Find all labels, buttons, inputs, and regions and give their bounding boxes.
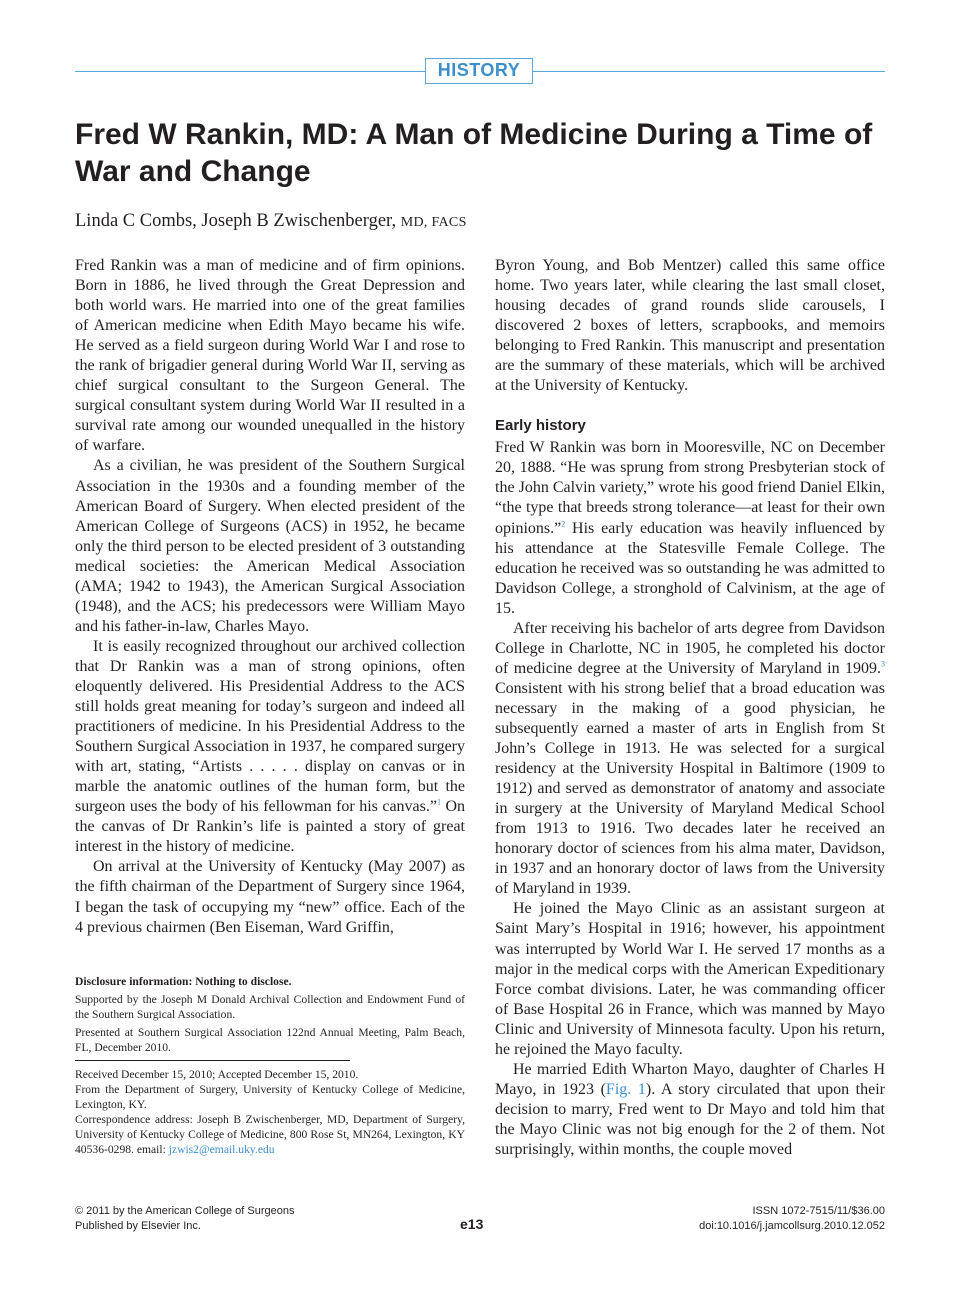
issn-text: ISSN 1072-7515/11/$36.00 [752,1205,885,1217]
article-title: Fred W Rankin, MD: A Man of Medicine During a Time of War and Change [75,118,873,188]
paragraph-text: On the canvas of Dr Rankin’s life is painted a story of great interest in the history of medicine. [75,798,465,856]
paragraph: He joined the Mayo Clinic as an assistant surgeon at Saint Mary’s Hospital in 1916; however, his appointment was interrupted by World War I. He served 17 months as a major in the medical corps with the American Expeditionary Force combat divisions. Later, he was commanding officer of Base Hospital 26 in France, which was manned by Mayo Clinic and University of Minnesota faculty. Upon his return, he rejoined the Mayo faculty. [495,900,885,1058]
paragraph-text: Fred W Rankin was born in Mooresville, NC on December 20, 1888. “He was sprung from strong Presbyterian stock of the John Calvin variety,” wrote his good friend Daniel Elkin, “the type that breeds strong tolerance—at least for their own opinions.” [495,439,885,537]
author-credentials: MD, FACS [400,215,467,230]
paragraph: Byron Young, and Bob Mentzer) called this same office home. Two years later, while clearing the last small closet, housing decades of grand rounds slide carousels, I discovered 2 boxes of letters, scrapbooks, and memoirs belonging to Fred Rankin. This manuscript and presentation are the summary of these materials, which will be archived at the University of Kentucky. [495,257,885,395]
footer-left [75,1204,294,1234]
footnotes [75,974,465,1157]
email-link[interactable]: jzwis2@email.uky.edu [168,1143,275,1156]
paragraph: Fred Rankin was a man of medicine and of firm opinions. Born in 1886, he lived through the Great Depression and both world wars. He married into one of the great families of American medicine when Edith Mayo became his wife. He served as a field surgeon during World War I and rose to the rank of brigadier general during World War II, serving as chief surgical consultant to the Surgeon General. The surgical consultant system during World War II resulted in a survival rate among our wounded unequalled in the history of warfare. [75,257,465,455]
correspondence-text: Correspondence address: Joseph B Zwischenberger, MD, Department of Surgery, University of Kentucky College of Medicine, 800 Rose St, MN264, Lexington, KY 40536-0298. email: [75,1113,465,1156]
paragraph [495,619,885,900]
author-names: Linda C Combs, Joseph B Zwischenberger, [75,211,401,231]
paragraph: As a civilian, he was president of the Southern Surgical Association in the 1930s and a founding member of the American Board of Surgery. When elected president of the American College of Surgeons (ACS) in 1952, he became only the third person to be elected president of 3 outstanding medical societies: the American Medical Association (AMA; 1942 to 1943), the American Surgical Association (1948), and the ACS; his predecessors were William Mayo and his father-in-law, Charles Mayo. [75,457,465,635]
correspondence-note [75,1112,465,1157]
left-column [75,256,465,938]
support-note: Supported by the Joseph M Donald Archival Collection and Endowment Fund of the Southern Surgical Association. [75,993,465,1021]
received-note: Received December 15, 2010; Accepted December 15, 2010. [75,1068,359,1081]
page-number: e13 [460,1216,484,1232]
paragraph [75,637,465,858]
paragraph-text: After receiving his bachelor of arts degree from Davidson College in Charlotte, NC in 1905, he completed his doctor of medicine degree at the University of Maryland in 1909. [495,619,885,677]
reference-link[interactable]: 2 [561,519,566,529]
footnote-divider [75,1060,350,1061]
right-column [495,256,885,1160]
footer-right [699,1204,885,1234]
paragraph-text: His early education was heavily influenced by his attendance at the Statesville Female College. The education he received was so outstanding he was admitted to Davidson College, a stronghold of Calvinism, at the age of 15. [495,519,885,617]
paragraph [495,438,885,618]
reference-link[interactable]: 1 [436,797,441,807]
reference-link[interactable]: 3 [881,659,885,669]
section-heading: Early history [495,417,586,435]
publisher-text: Published by Elsevier Inc. [75,1220,201,1232]
paragraph-text: It is easily recognized throughout our archived collection that Dr Rankin was a man of strong opinions, often eloquently delivered. His Presidential Address to the ACS still holds great meaning for today’s surgeon and indeed all practitioners of medicine. In his Presidential Address to the Southern Surgical Association in 1937, he compared surgery with art, stating, “Artists . . . . . display on canvas or in marble the anatomic outlines of the human form, but the surgeon uses the body of his fellowman for his canvas.” [75,637,465,816]
paragraph: On arrival at the University of Kentucky (May 2007) as the fifth chairman of the Department of Surgery since 1964, I began the task of occupying my “new” office. Each of the 4 previous chairmen (Ben Eiseman, Ward Griffin, [75,858,465,936]
paragraph-text: He married Edith Wharton Mayo, daughter of Charles H Mayo, in 1923 ( [495,1060,885,1098]
author-line [75,211,467,232]
copyright-text: © 2011 by the American College of Surgeons [75,1205,295,1217]
affiliation-note: From the Department of Surgery, University of Kentucky College of Medicine, Lexington, KY. [75,1083,465,1111]
paragraph [495,1060,885,1160]
paragraph-text: ). A story circulated that upon their decision to marry, Fred went to Dr Mayo and told him that the Mayo Clinic was not big enough for the 2 of them. Not surprisingly, within months, the couple moved [495,1080,886,1158]
presented-note: Presented at Southern Surgical Association 122nd Annual Meeting, Palm Beach, FL, December 2010. [75,1026,465,1054]
figure-link[interactable]: Fig. 1 [605,1080,646,1098]
section-label: HISTORY [425,58,533,84]
paragraph-text: Consistent with his strong belief that a broad education was necessary in the making of a good physician, he subsequently earned a master of arts in English from St John’s College in 1913. He was selected for a surgical residency at the University Hospital in Baltimore (1909 to 1912) and served as demonstrator of anatomy and associate in surgery at the University of Maryland Medical School from 1913 to 1916. Two decades later he received an honorary doctor of sciences from his alma mater, Davidson, in 1937 and an honorary doctor of laws from the University of Maryland in 1939. [495,679,885,898]
disclosure-note: Disclosure information: Nothing to disclose. [75,975,292,988]
doi-text: doi:10.1016/j.jamcollsurg.2010.12.052 [699,1220,885,1232]
